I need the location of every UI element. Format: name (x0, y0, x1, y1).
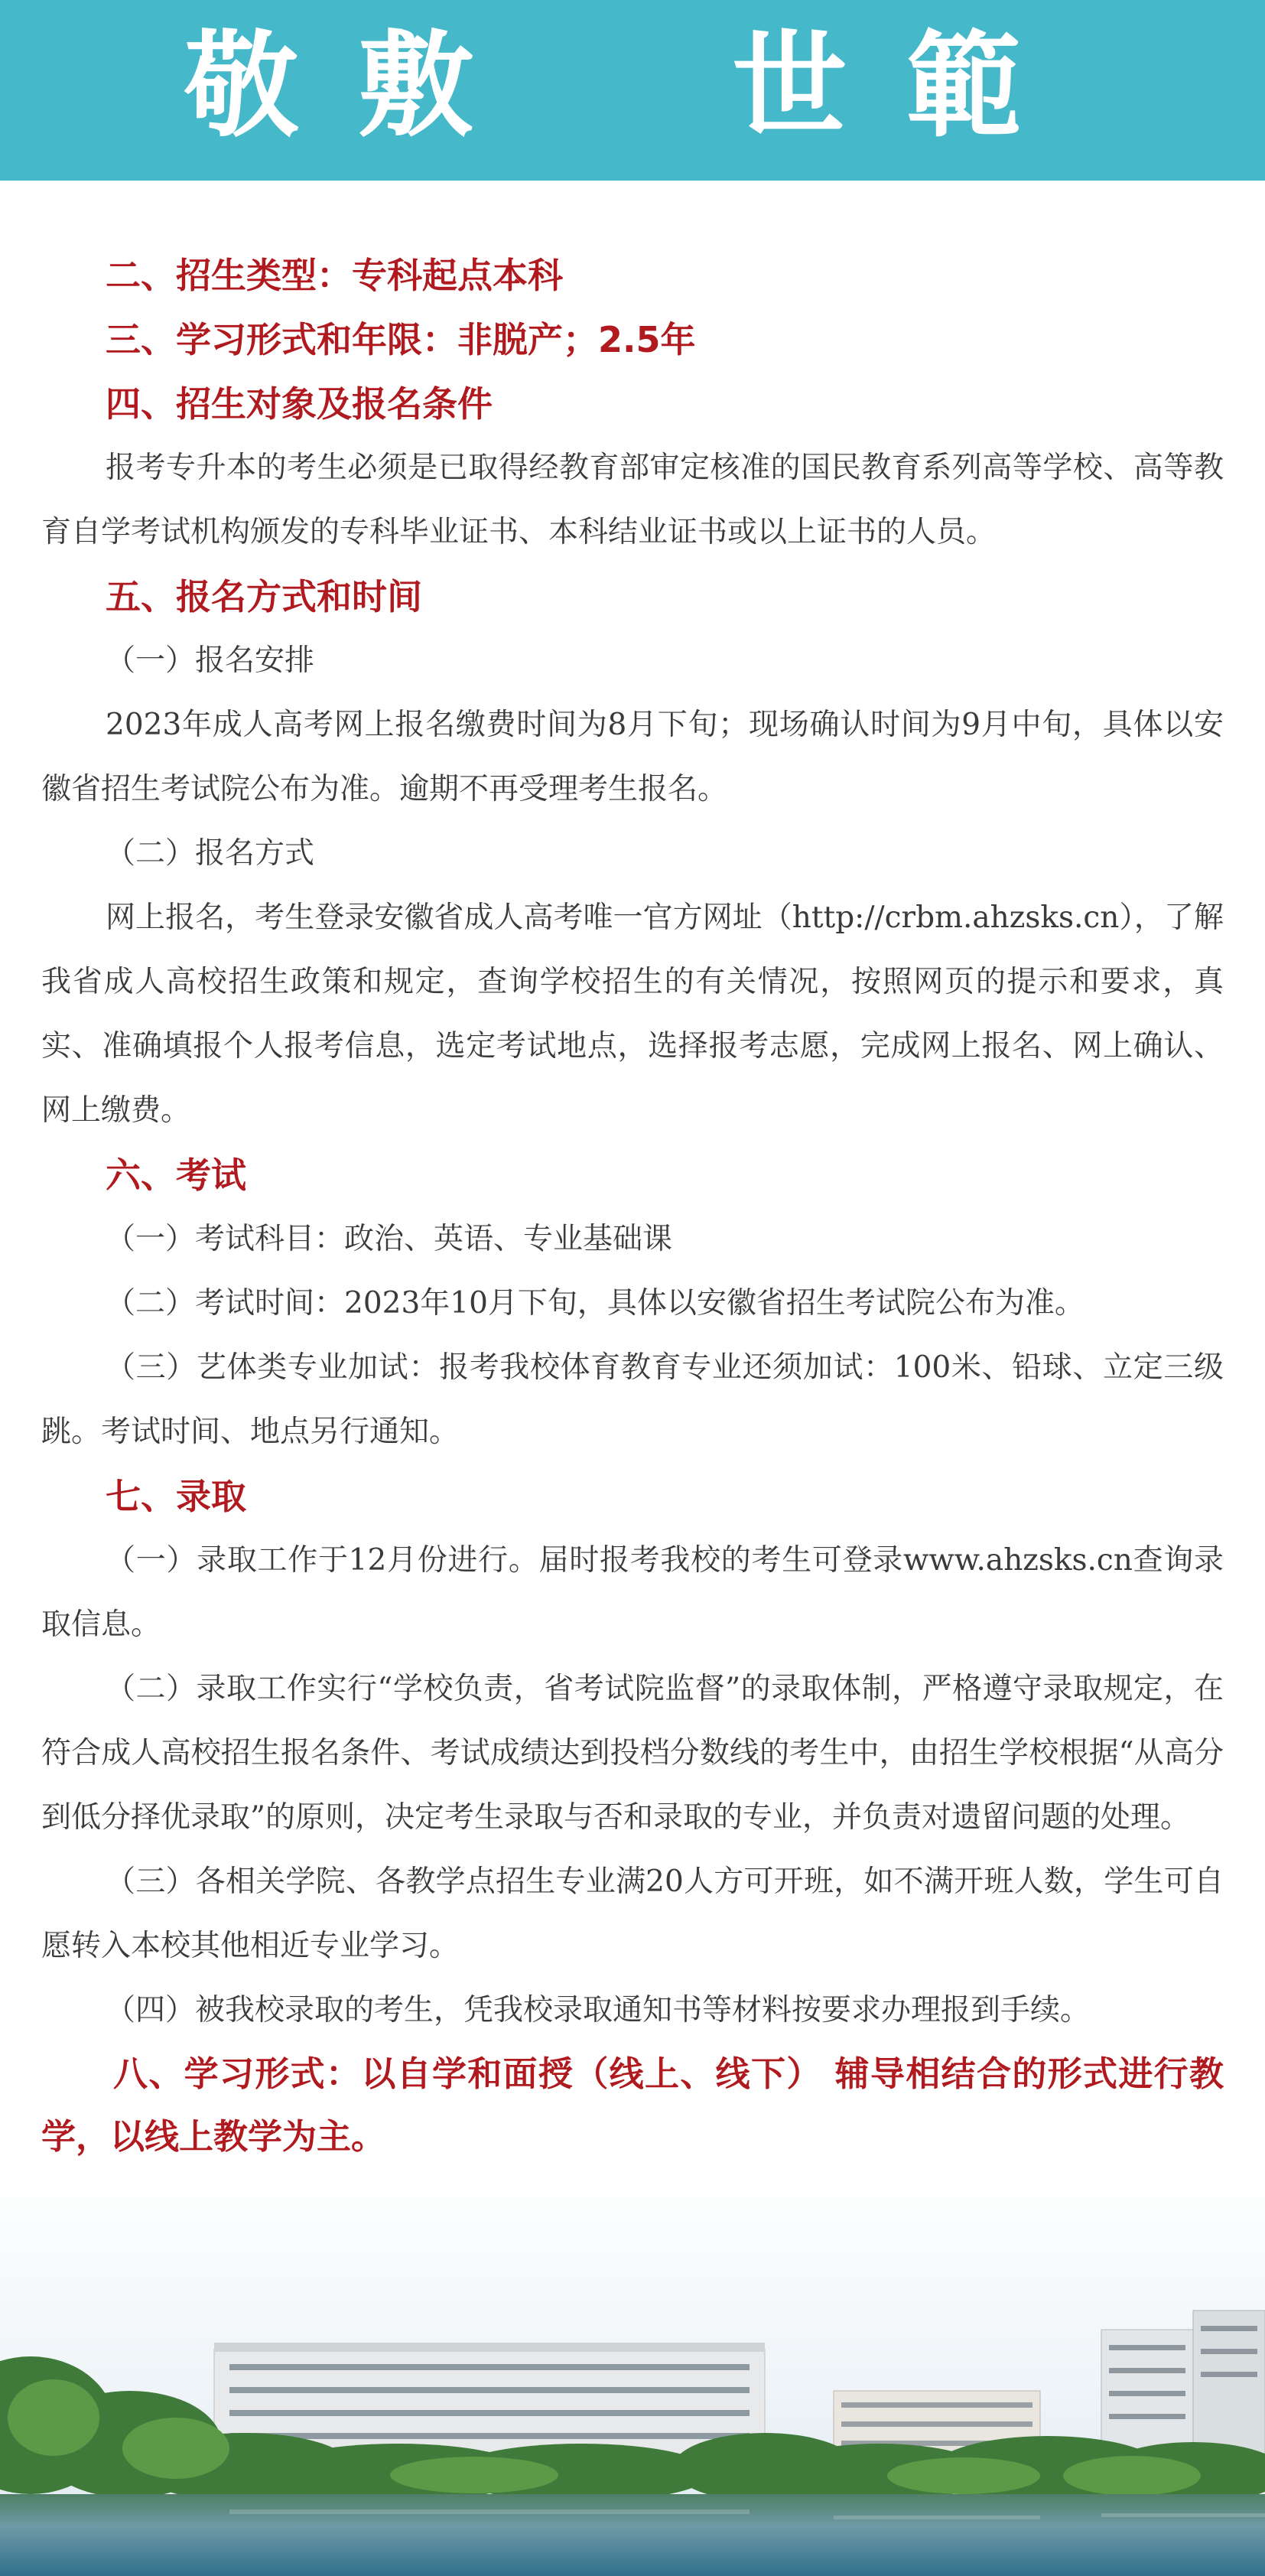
section-6-item-1: （一）考试科目：政治、英语、专业基础课 (106, 1222, 673, 1256)
campus-lake-scenery (0, 2173, 1265, 2576)
section-5-body-1: 2023年成人高考网上报名缴费时间为8月下旬；现场确认时间为9月中旬，具体以安徽省招生考试院公布为准。逾期不再受理考生报名。 (41, 708, 1224, 806)
main-content (41, 243, 1224, 2168)
section-5-heading: 五、报名方式和时间 (106, 576, 422, 617)
section-8-heading: 八、学习形式：以自学和面授（线上、线下） 辅导相结合的形式进行教学，以线上教学为主。 (41, 2053, 1224, 2157)
section-6-item-2: （二）考试时间：2023年10月下旬，具体以安徽省招生考试院公布为准。 (106, 1286, 1085, 1321)
section-5-subheading-1: （一）报名安排 (106, 643, 315, 678)
section-6-item-3: （三）艺体类专业加试：报考我校体育教育专业还须加试：100米、铅球、立定三级跳。考试时间、地点另行通知。 (41, 1350, 1224, 1449)
section-7-item-3: （三）各相关学院、各教学点招生专业满20人方可开班，如不满开班人数，学生可自愿转入本校其他相近专业学习。 (41, 1864, 1224, 1963)
section-5-subheading-2: （二）报名方式 (106, 836, 315, 871)
lake-water (0, 2494, 1265, 2576)
campus-scenery-illustration (0, 2173, 1265, 2576)
section-5-body-2: 网上报名，考生登录安徽省成人高考唯一官方网址（http://crbm.ahzsks.cn），了解我省成人高校招生政策和规定，查询学校招生的有关情况，按照网页的提示和要求，真实、准确填报个人报考信息，选定考试地点，选择报考志愿，完成网上报名、网上确认、网上缴费。 (41, 900, 1224, 1128)
section-7-item-4: （四）被我校录取的考生，凭我校录取通知书等材料按要求办理报到手续。 (106, 1993, 1091, 2027)
section-2-heading: 二、招生类型：专科起点本科 (106, 255, 563, 296)
section-7-heading: 七、录取 (106, 1476, 246, 1517)
section-6-heading: 六、考试 (106, 1154, 246, 1196)
header-banner (0, 0, 1265, 181)
section-4-body: 报考专升本的考生必须是已取得经教育部审定核准的国民教育系列高等学校、高等教育自学考试机构颁发的专科毕业证书、本科结业证书或以上证书的人员。 (41, 451, 1224, 549)
section-3-heading: 三、学习形式和年限：非脱产；2.5年 (106, 319, 696, 360)
section-7-item-2: （二）录取工作实行“学校负责，省考试院监督”的录取体制，严格遵守录取规定，在符合成人高校招生报名条件、考试成绩达到投档分数线的考生中，由招生学校根据“从高分到低分择优录取”的原则，决定考生录取与否和录取的专业，并负责对遗留问题的处理。 (41, 1672, 1224, 1835)
section-4-heading: 四、招生对象及报名条件 (106, 383, 493, 425)
banner-title: 敬敷 世範 (184, 18, 1081, 153)
section-7-item-1: （一）录取工作于12月份进行。届时报考我校的考生可登录www.ahzsks.cn查询录取信息。 (41, 1543, 1224, 1642)
